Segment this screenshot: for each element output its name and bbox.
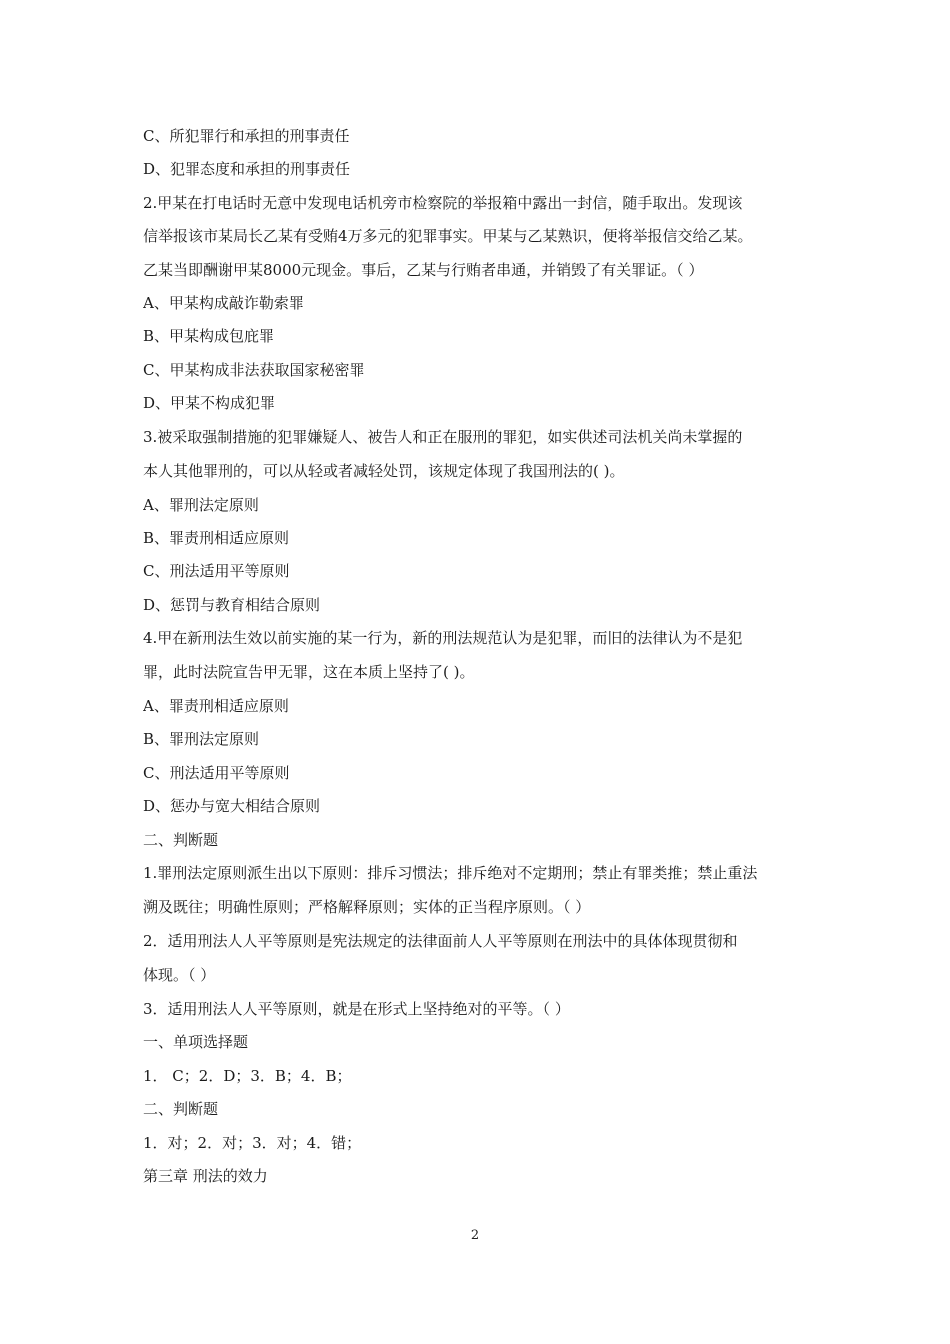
question-4-text: 4.甲在新刑法生效以前实施的某一行为，新的刑法规范认为是犯罪，而旧的法律认为不是犯 [143,629,743,648]
judgment-2-text: 2．适用刑法人人平等原则是宪法规定的法律面前人人平等原则在刑法中的具体体现贯彻和 [143,932,738,951]
question-2-text: 信举报该市某局长乙某有受贿4万多元的犯罪事实。甲某与乙某熟识，便将举报信交给乙某。 [143,227,753,246]
option-b-line: B、罪责刑相适应原则 [143,528,290,547]
question-2-text: 2.甲某在打电话时无意中发现电话机旁市检察院的举报箱中露出一封信，随手取出。发现该 [143,193,743,212]
document-body [143,120,823,1193]
option-d-line: D、甲某不构成犯罪 [143,394,276,413]
judgment-1-text: 1.罪刑法定原则派生出以下原则：排斥习惯法；排斥绝对不定期刑；禁止有罪类推；禁止重法 [143,864,758,883]
option-d-line: D、犯罪态度和承担的刑事责任 [143,160,351,179]
option-c-line: C、刑法适用平等原则 [143,763,290,782]
answer-section-heading: 一、单项选择题 [143,1033,249,1052]
option-c-line: C、刑法适用平等原则 [143,562,290,581]
option-b-line: B、罪刑法定原则 [143,730,260,749]
question-3-text: 3.被采取强制措施的犯罪嫌疑人、被告人和正在服刑的罪犯，如实供述司法机关尚未掌握的 [143,427,743,446]
judgment-2-text: 体现。（ ） [143,966,216,985]
option-c-line: C、所犯罪行和承担的刑事责任 [143,127,350,145]
option-a-line: A、罪责刑相适应原则 [143,697,289,716]
option-d-line: D、惩罚与教育相结合原则 [143,595,321,614]
chapter-heading: 第三章 刑法的效力 [143,1166,268,1185]
option-d-line: D、惩办与宽大相结合原则 [143,797,321,816]
question-2-text: 乙某当即酬谢甲某8000元现金。事后，乙某与行贿者串通，并销毁了有关罪证。（ ） [143,260,704,279]
option-a-line: A、罪刑法定原则 [143,495,259,514]
question-3-text: 本人其他罪刑的，可以从轻或者减轻处罚，该规定体现了我国刑法的( )。 [143,461,625,480]
answer-section-heading: 二、判断题 [143,1100,219,1119]
option-b-line: B、甲某构成包庇罪 [143,327,275,346]
option-c-line: C、甲某构成非法获取国家秘密罪 [143,360,365,379]
question-4-text: 罪，此时法院宣告甲无罪，这在本质上坚持了( )。 [143,663,475,682]
option-a-line: A、甲某构成敲诈勒索罪 [143,293,304,312]
section-heading: 二、判断题 [143,830,219,849]
answer-line: 1．对；2．对；3．对；4．错； [143,1133,362,1152]
page-number: 2 [470,1228,480,1243]
judgment-3-text: 3．适用刑法人人平等原则，就是在形式上坚持绝对的平等。（ ） [143,1000,570,1019]
judgment-1-text: 溯及既往；明确性原则；严格解释原则；实体的正当程序原则。（ ） [143,898,591,917]
answer-line: 1． C；2．D；3．B；4．B； [143,1066,352,1085]
